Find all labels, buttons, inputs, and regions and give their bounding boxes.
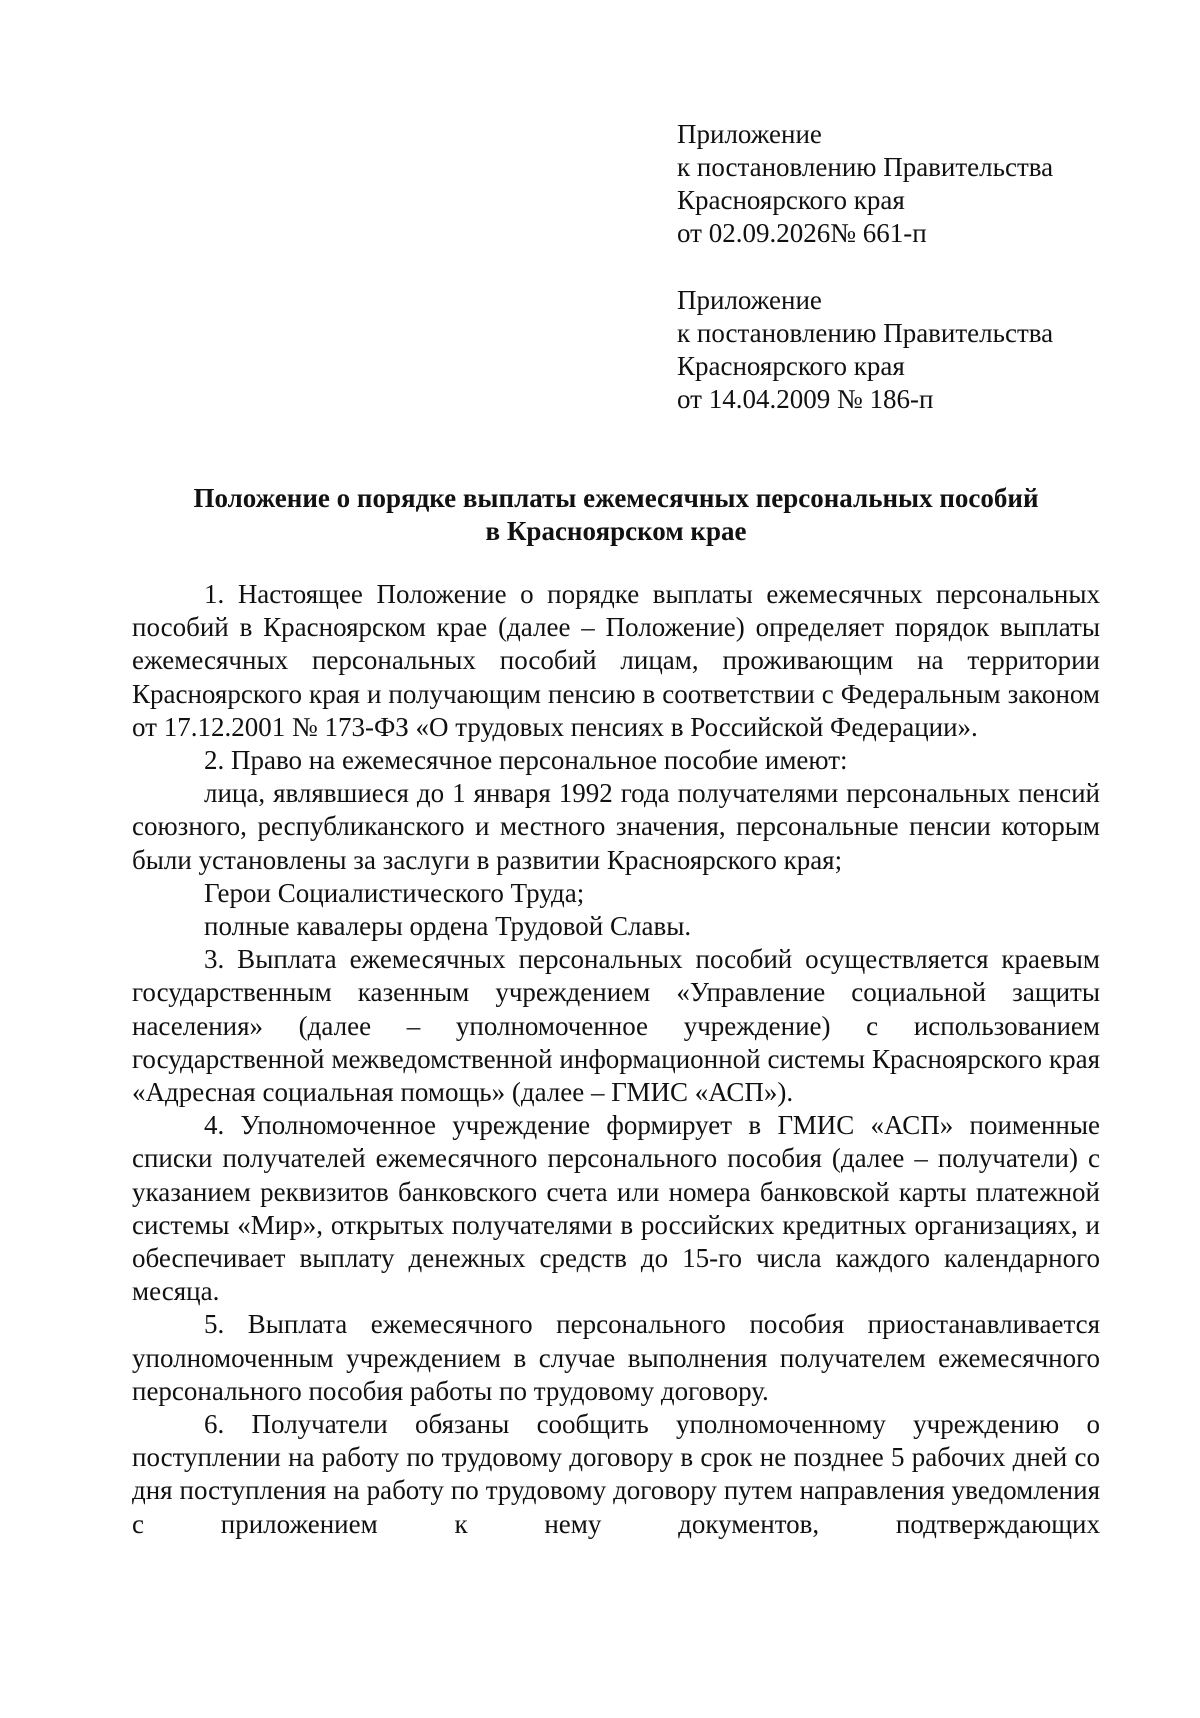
paragraph-4: 4. Уполномоченное учреждение формирует в ГМИС «АСП» поименные списки получателей ежемесячного персонального пособия (далее – получатели) с указанием реквизитов банковского счета или номера банковской карты платежной системы «Мир», открытых получателями в российских кредитных организациях, и обеспечивает выплату денежных средств до 15-го числа каждого календарного месяца.: [132, 1110, 1100, 1307]
paragraph-2-item-1: лица, являвшиеся до 1 января 1992 года получателями персональных пенсий союзного, республиканского и местного значения, персональные пенсии которым были установлены за заслуги в развитии Красноярского края;: [132, 778, 1100, 875]
attachment-header-old: [677, 284, 1157, 416]
attachment-old-line-2: к постановлению Правительства: [677, 318, 1054, 348]
attachment-new-line-4: от 02.09.2026№ 661-п: [677, 218, 927, 248]
attachment-old-line-1: Приложение: [677, 285, 822, 315]
document-title: [132, 482, 1100, 548]
paragraph-2: 2. Право на ежемесячное персональное пособие имеют:: [204, 745, 848, 776]
attachment-old-line-4: от 14.04.2009 № 186-п: [677, 384, 934, 414]
document-title-line-1: Положение о порядке выплаты ежемесячных персональных пособий: [193, 483, 1039, 513]
paragraph-1: 1. Настоящее Положение о порядке выплаты ежемесячных персональных пособий в Красноярском крае (далее – Положение) определяет порядок выплаты ежемесячных персональных пособий лицам, проживающим на территории Красноярского края и получающим пенсию в соответствии с Федеральным законом от 17.12.2001 № 173-ФЗ «О трудовых пенсиях в Российской Федерации».: [132, 579, 1100, 742]
attachment-header-new: [677, 118, 1157, 250]
paragraph-6: 6. Получатели обязаны сообщить уполномоченному учреждению о поступлении на работу по трудовому договору в срок не позднее 5 рабочих дней со дня поступления на работу по трудовому договору путем направления уведомления с приложением к нему документов, подтверждающих: [132, 1409, 1100, 1539]
document-body: [132, 578, 1100, 1541]
paragraph-2-item-2: Герои Социалистического Труда;: [204, 877, 585, 908]
attachment-new-line-2: к постановлению Правительства: [677, 152, 1054, 182]
attachment-old-line-3: Красноярского края: [677, 351, 905, 381]
paragraph-2-item-3: полные кавалеры ордена Трудовой Славы.: [204, 911, 692, 942]
document-title-line-2: в Красноярском крае: [485, 516, 747, 546]
attachment-new-line-1: Приложение: [677, 119, 822, 149]
attachment-new-line-3: Красноярского края: [677, 185, 905, 215]
paragraph-5: 5. Выплата ежемесячного персонального пособия приостанавливается уполномоченным учреждением в случае выполнения получателем ежемесячного персонального пособия работы по трудовому договору.: [132, 1309, 1100, 1406]
paragraph-3: 3. Выплата ежемесячных персональных пособий осуществляется краевым государственным казенным учреждением «Управление социальной защиты населения» (далее – уполномоченное учреждение) с использованием государственной межведомственной информационной системы Красноярского края «Адресная социальная помощь» (далее – ГМИС «АСП»).: [132, 944, 1100, 1108]
